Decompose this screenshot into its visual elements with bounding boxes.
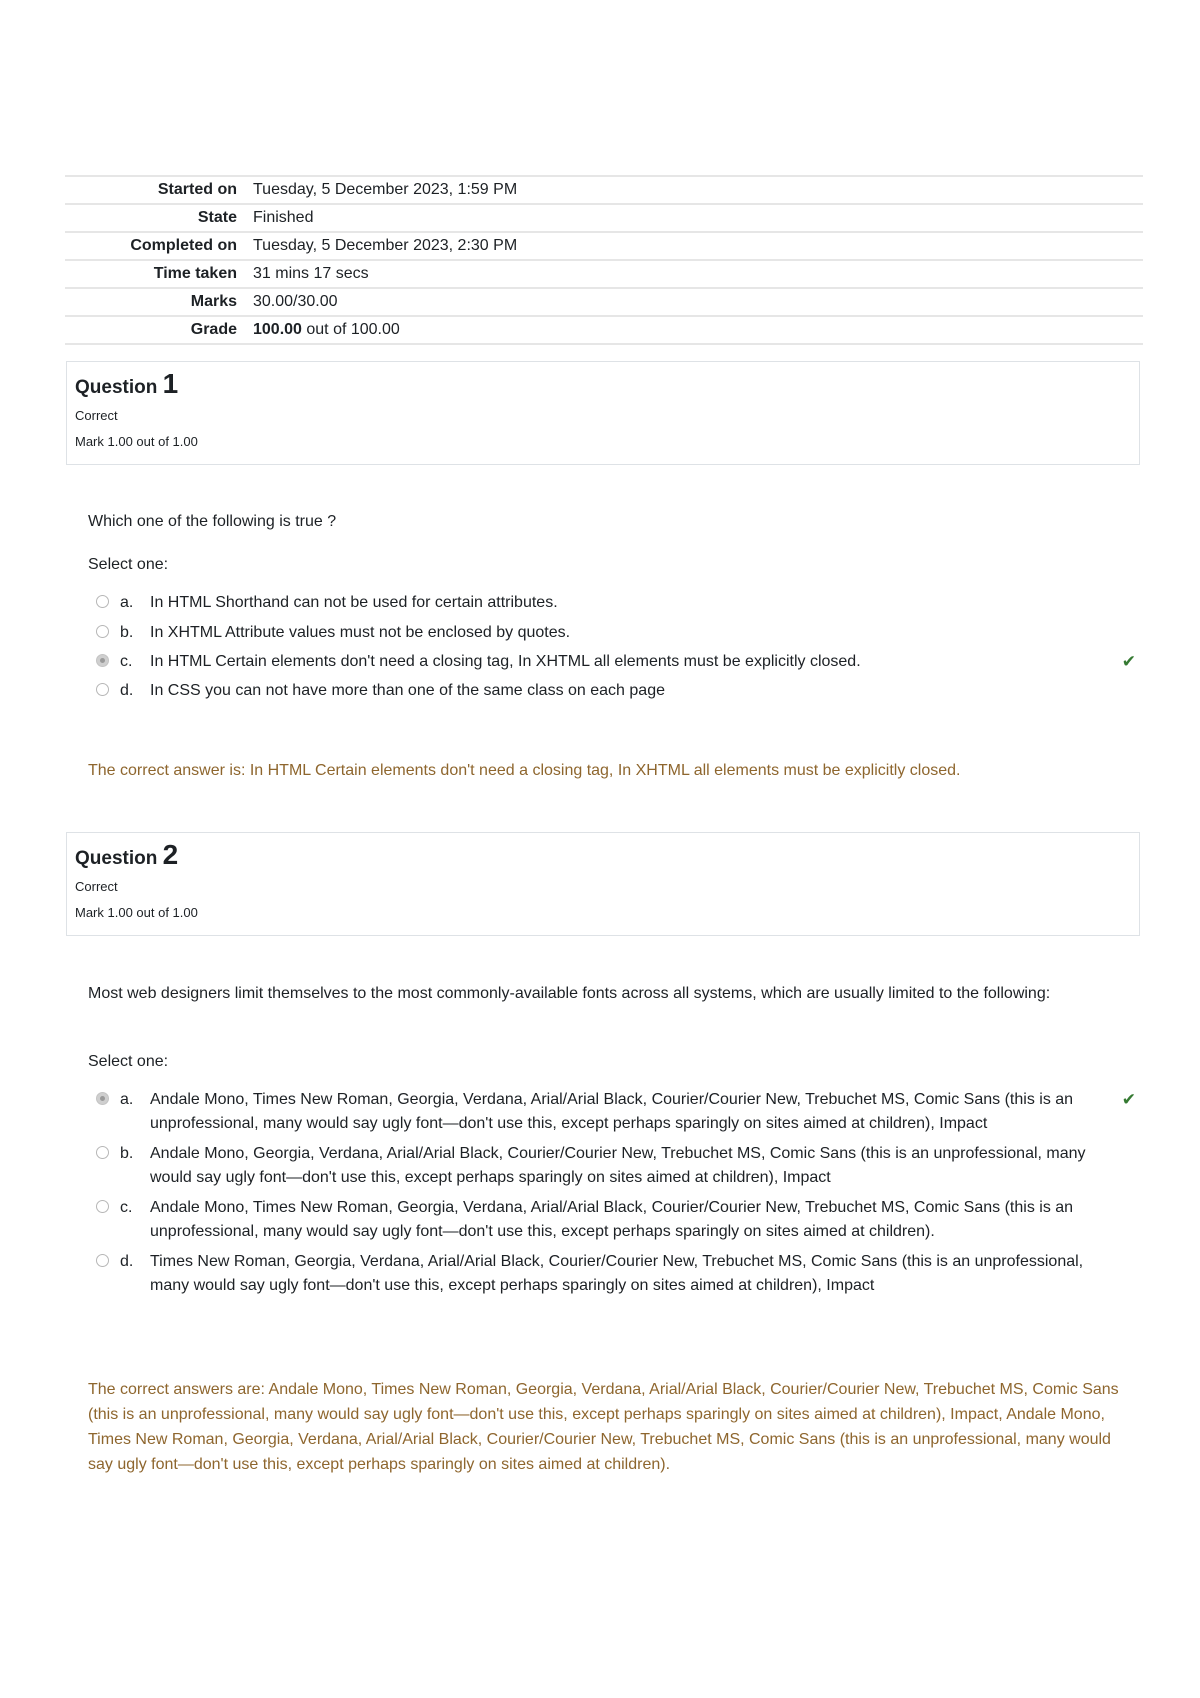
summary-label: Grade [65,316,245,344]
answer-letter: b. [120,1145,134,1162]
radio-button[interactable] [96,1200,109,1213]
summary-row [65,288,1143,316]
summary-label: Marks [65,288,245,316]
summary-row [65,316,1143,344]
summary-label: State [65,204,245,232]
question-number-value: 2 [162,839,179,870]
summary-value [245,316,1143,344]
summary-value: Tuesday, 5 December 2023, 1:59 PM [245,176,1143,204]
question-1-prompt: Select one: [88,556,169,573]
summary-row [65,260,1143,288]
summary-row [65,204,1143,232]
answer-option[interactable] [96,1250,1136,1298]
radio-button[interactable] [96,625,109,638]
correct-check-icon: ✔ [1121,1090,1136,1109]
summary-row [65,176,1143,204]
answer-option[interactable] [96,1142,1136,1190]
question-number-value: 1 [162,368,179,399]
summary-value: Tuesday, 5 December 2023, 2:30 PM [245,232,1143,260]
question-state: Correct [75,408,118,423]
answer-letter: d. [120,682,134,699]
radio-button[interactable] [96,683,109,696]
summary-value: 30.00/30.00 [245,288,1143,316]
question-2-text: Most web designers limit themselves to the most commonly-available fonts across all systems, which are usually limited to the following: [88,985,1051,1002]
answer-option[interactable] [96,1196,1136,1244]
question-number [75,370,1131,402]
summary-label: Time taken [65,260,245,288]
question-1-answers [96,591,1136,703]
answer-letter: b. [120,624,134,641]
answer-letter: a. [120,1091,134,1108]
question-2-info [66,832,1140,936]
question-1-info [66,361,1140,465]
answer-text: Andale Mono, Times New Roman, Georgia, Verdana, Arial/Arial Black, Courier/Courier New, Trebuchet MS, Comic Sans (this is an unprofessional, many would say ugly font—don't use this, except perhaps sparingly on sites aimed at children). [150,1199,1074,1240]
answer-option[interactable] [96,650,1136,674]
question-grade: Mark 1.00 out of 1.00 [75,905,198,920]
question-1-right-answer: The correct answer is: In HTML Certain elements don't need a closing tag, In XHTML all elements must be explicitly closed. [88,762,961,779]
answer-text: Times New Roman, Georgia, Verdana, Arial/Arial Black, Courier/Courier New, Trebuchet MS, Comic Sans (this is an unprofessional, many would say ugly font—don't use this, except perhaps sparingly on sites aimed at children), Impact [150,1253,1084,1294]
question-state: Correct [75,879,118,894]
question-1-text: Which one of the following is true ? [88,513,337,530]
radio-button[interactable] [96,1146,109,1159]
question-2-answers [96,1088,1136,1298]
answer-letter: d. [120,1253,134,1270]
question-number [75,841,1131,873]
question-label: Question [75,848,158,869]
radio-button-selected[interactable] [96,1092,109,1105]
grade-out-of: out of 100.00 [301,321,400,338]
question-2-right-answer: The correct answers are: Andale Mono, Times New Roman, Georgia, Verdana, Arial/Arial Black, Courier/Courier New, Trebuchet MS, Comic Sans (this is an unprofessional, many would say ugly font—don't use this, except perhaps sparingly on sites aimed at children), Impact, Andale Mono, Times New Roman, Georgia, Verdana, Arial/Arial Black, Courier/Courier New, Trebuchet MS, Comic Sans (this is an unprofessional, many would say ugly font—don't use this, except perhaps sparingly on sites aimed at children). [88,1381,1119,1473]
answer-option[interactable] [96,591,1136,615]
answer-option[interactable] [96,621,1136,645]
radio-button[interactable] [96,1254,109,1267]
correct-check-icon: ✔ [1121,652,1136,671]
answer-text: In XHTML Attribute values must not be enclosed by quotes. [150,624,571,641]
grade-value: 100.00 [253,321,302,338]
summary-value: Finished [245,204,1143,232]
summary-row [65,232,1143,260]
answer-letter: c. [120,1199,133,1216]
question-2-prompt: Select one: [88,1053,169,1070]
answer-text: Andale Mono, Times New Roman, Georgia, Verdana, Arial/Arial Black, Courier/Courier New, Trebuchet MS, Comic Sans (this is an unprofessional, many would say ugly font—don't use this, except perhaps sparingly on sites aimed at children), Impact [150,1091,1074,1132]
answer-text: In HTML Shorthand can not be used for certain attributes. [150,594,558,611]
answer-text: In CSS you can not have more than one of the same class on each page [150,682,665,699]
answer-text: In HTML Certain elements don't need a closing tag, In XHTML all elements must be explicitly closed. [150,653,861,670]
answer-option[interactable] [96,1088,1136,1136]
attempt-summary-table [65,175,1143,345]
radio-button-selected[interactable] [96,654,109,667]
answer-letter: c. [120,653,133,670]
answer-text: Andale Mono, Georgia, Verdana, Arial/Arial Black, Courier/Courier New, Trebuchet MS, Comic Sans (this is an unprofessional, many would say ugly font—don't use this, except perhaps sparingly on sites aimed at children), Impact [150,1145,1086,1186]
summary-value: 31 mins 17 secs [245,260,1143,288]
radio-button[interactable] [96,595,109,608]
answer-option[interactable] [96,679,1136,703]
question-label: Question [75,377,158,398]
summary-label: Completed on [65,232,245,260]
question-grade: Mark 1.00 out of 1.00 [75,434,198,449]
answer-letter: a. [120,594,134,611]
summary-label: Started on [65,176,245,204]
